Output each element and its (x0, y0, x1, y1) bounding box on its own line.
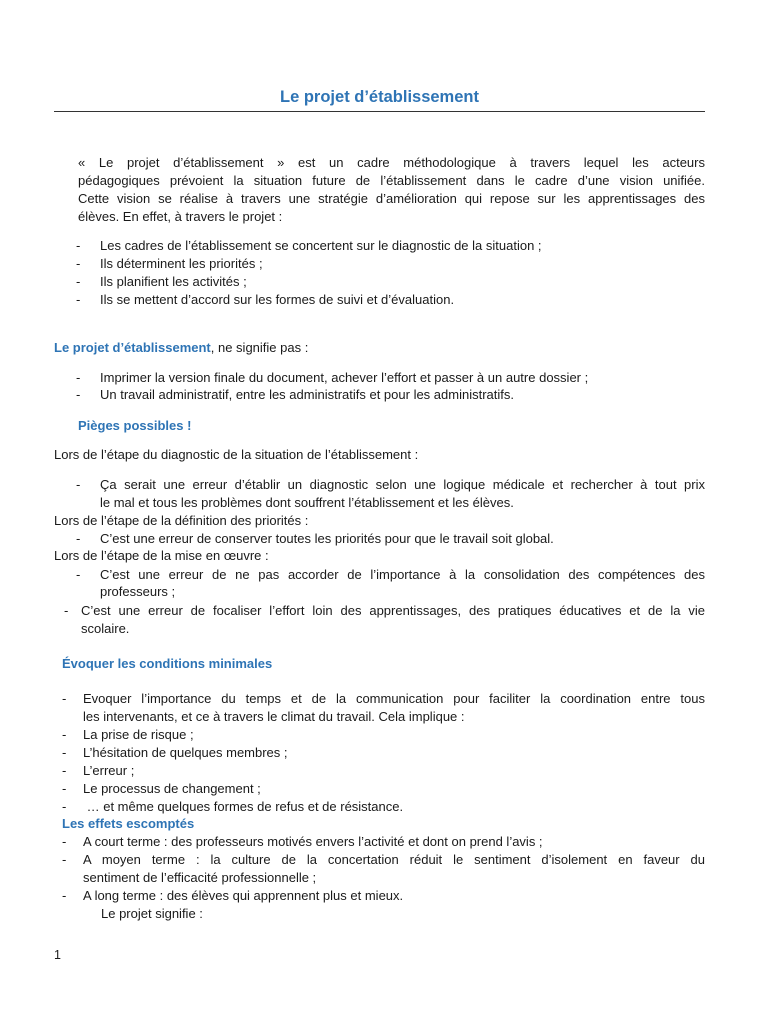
list1-item-3: Ils planifient les activités ; (100, 274, 247, 289)
effets-long: A long terme : des élèves qui apprennent plus et mieux. (83, 888, 404, 903)
conditions-item-1: La prise de risque ; (83, 727, 194, 742)
intro-line-3: Cette vision se réalise à travers une stratégie d’amélioration qui repose sur les apprentissages des (78, 191, 705, 206)
conditions-heading: Évoquer les conditions minimales (62, 656, 273, 671)
conditions-item-3: L’erreur ; (83, 763, 135, 778)
conditions-item-5: … et même quelques formes de refus et de résistance. (83, 799, 404, 814)
conditions-item1-line-1: Evoquer l’importance du temps et de la communication pour faciliter la coordination entre tous (83, 691, 705, 706)
list1-item-1: Les cadres de l’établissement se concertent sur le diagnostic de la situation ; (100, 238, 542, 253)
pieges-prio-intro: Lors de l’étape de la définition des priorités : (54, 513, 309, 528)
conditions-dash-4: - (62, 781, 67, 796)
section2-heading (54, 339, 308, 357)
pieges-mise-item2-line-2: scolaire. (81, 621, 130, 636)
list1-item-4: Ils se mettent d’accord sur les formes de suivi et d’évaluation. (100, 292, 455, 307)
conditions-item-2: L’hésitation de quelques membres ; (83, 745, 288, 760)
conditions-dash-3: - (62, 763, 67, 778)
pieges-heading: Pièges possibles ! (78, 418, 192, 433)
conditions-dash-1: - (62, 727, 67, 742)
pieges-mise-dash-2: - (64, 603, 69, 618)
intro-line-2: pédagogiques prévoient la situation future de l’établissement dans le cadre d’une vision unifiée. (78, 173, 705, 188)
pieges-diag-item-line-2: le mal et tous les problèmes dont souffrent l’établissement et les élèves. (100, 495, 514, 510)
intro-line-1: « Le projet d’établissement » est un cadre méthodologique à travers lequel les acteurs (78, 155, 705, 170)
title-rule (54, 111, 705, 112)
pieges-mise-item2-line-1: C’est une erreur de focaliser l’effort loin des apprentissages, des pratiques éducatives et de la vie (81, 603, 705, 618)
list1-dash-4: - (76, 292, 81, 307)
effets-signifie: Le projet signifie : (101, 906, 203, 921)
intro-line-4: élèves. En effet, à travers le projet : (78, 209, 283, 224)
pieges-diag-dash: - (76, 477, 81, 492)
list1-dash-3: - (76, 274, 81, 289)
section2-dash-2: - (76, 387, 81, 402)
effets-dash-2: - (62, 852, 67, 867)
effets-court: A court terme : des professeurs motivés envers l’activité et dont on prend l’avis ; (83, 834, 543, 849)
pieges-mise-item1-line-1: C’est une erreur de ne pas accorder de l’importance à la consolidation des compétences des (100, 567, 705, 582)
conditions-dash-5: - (62, 799, 67, 814)
effets-moyen-line-2: sentiment de l’efficacité professionnelle ; (83, 870, 317, 885)
pieges-diag-intro: Lors de l’étape du diagnostic de la situation de l’établissement : (54, 447, 419, 462)
section2-item-1: Imprimer la version finale du document, achever l’effort et passer à un autre dossier ; (100, 370, 589, 385)
pieges-mise-intro: Lors de l’étape de la mise en œuvre : (54, 548, 269, 563)
list1-dash-1: - (76, 238, 81, 253)
section2-dash-1: - (76, 370, 81, 385)
list1-item-2: Ils déterminent les priorités ; (100, 256, 263, 271)
pieges-prio-dash: - (76, 531, 81, 546)
pieges-mise-dash-1: - (76, 567, 81, 582)
effets-moyen-line-1: A moyen terme : la culture de la concertation réduit le sentiment d’isolement en faveur du (83, 852, 705, 867)
effets-heading: Les effets escomptés (62, 816, 195, 831)
page-title: Le projet d’établissement (280, 88, 479, 106)
effets-dash-1: - (62, 834, 67, 849)
section2-heading-rest: , ne signifie pas : (210, 340, 309, 355)
pieges-diag-item-line-1: Ça serait une erreur d’établir un diagnostic selon une logique médicale et rechercher à tout prix (100, 477, 705, 492)
conditions-item1-line-2: les intervenants, et ce à travers le climat du travail. Cela implique : (83, 709, 465, 724)
conditions-dash-0: - (62, 691, 67, 706)
list1-dash-2: - (76, 256, 81, 271)
pieges-mise-item1-line-2: professeurs ; (100, 584, 176, 599)
section2-heading-blue: Le projet d’établissement (54, 340, 211, 355)
section2-item-2: Un travail administratif, entre les administratifs et pour les administratifs. (100, 387, 514, 402)
page-number: 1 (54, 948, 61, 962)
conditions-item-4: Le processus de changement ; (83, 781, 261, 796)
conditions-dash-2: - (62, 745, 67, 760)
effets-dash-3: - (62, 888, 67, 903)
pieges-prio-item: C’est une erreur de conserver toutes les priorités pour que le travail soit global. (100, 531, 554, 546)
